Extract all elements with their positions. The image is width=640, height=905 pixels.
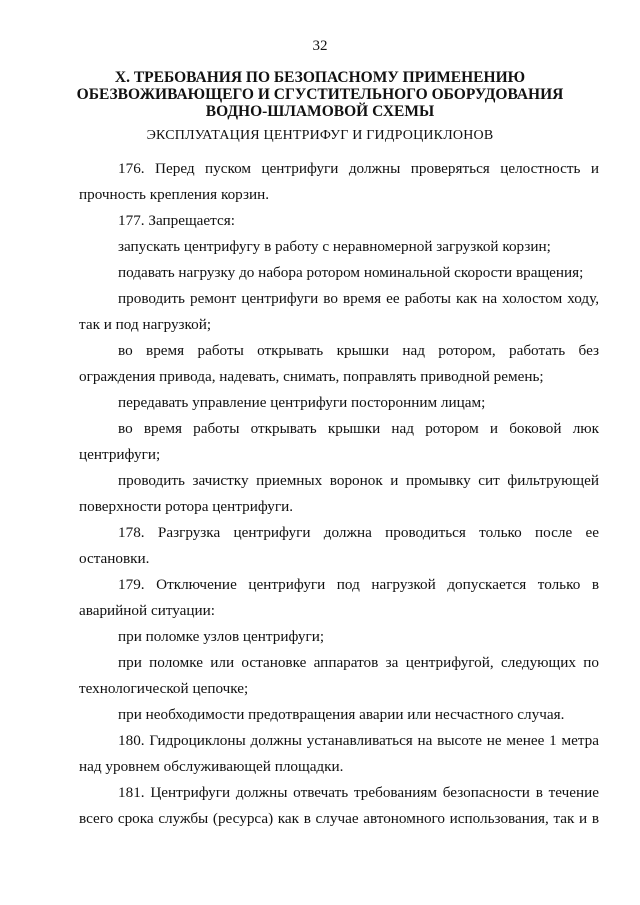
list-item: при необходимости предотвращения аварии или несчастного случая. (118, 706, 565, 723)
list-item: проводить ремонт центрифуги во время ее работы как на холостом ходу, так и под нагрузкой; (79, 290, 599, 333)
list-item: подавать нагрузку до набора ротором номинальной скорости вращения; (118, 264, 584, 281)
section-heading-line: X. ТРЕБОВАНИЯ ПО БЕЗОПАСНОМУ ПРИМЕНЕНИЮ (114, 69, 526, 86)
body-text (79, 156, 599, 832)
list-item: при поломке узлов центрифуги; (118, 628, 325, 645)
section-heading (60, 69, 580, 120)
paragraph-179: 179. Отключение центрифуги под нагрузкой допускается только в аварийной ситуации: (79, 576, 599, 619)
section-heading-line: ОБЕЗВОЖИВАЮЩЕГО И СГУСТИТЕЛЬНОГО ОБОРУДОВАНИЯ (76, 86, 564, 103)
paragraph-180: 180. Гидроциклоны должны устанавливаться на высоте не менее 1 метра над уровнем обслуживающей площадки. (79, 732, 599, 775)
list-item: при поломке или остановке аппаратов за центрифугой, следующих по технологической цепочке; (79, 654, 599, 697)
list-item: во время работы открывать крышки над ротором и боковой люк центрифуги; (79, 420, 599, 463)
list-item: во время работы открывать крышки над ротором, работать без ограждения привода, надевать, снимать, поправлять приводной ремень; (79, 342, 599, 385)
paragraph-181: 181. Центрифуги должны отвечать требованиям безопасности в течение всего срока службы (ресурса) как в случае автономного использования, так и в (79, 784, 599, 827)
paragraph-177: 177. Запрещается: (118, 212, 235, 229)
paragraph-176: 176. Перед пуском центрифуги должны проверяться целостность и прочность крепления корзин. (79, 160, 599, 203)
list-item: проводить зачистку приемных воронок и промывку сит фильтрующей поверхности ротора центрифуги. (79, 472, 599, 515)
list-item: запускать центрифугу в работу с неравномерной загрузкой корзин; (118, 238, 551, 255)
paragraph-178: 178. Разгрузка центрифуги должна проводиться только после ее остановки. (79, 524, 599, 567)
page-number: 32 (312, 38, 328, 54)
list-item: передавать управление центрифуги посторонним лицам; (118, 394, 486, 411)
subsection-heading: ЭКСПЛУАТАЦИЯ ЦЕНТРИФУГ И ГИДРОЦИКЛОНОВ (146, 128, 494, 143)
section-heading-line: ВОДНО-ШЛАМОВОЙ СХЕМЫ (205, 103, 435, 120)
